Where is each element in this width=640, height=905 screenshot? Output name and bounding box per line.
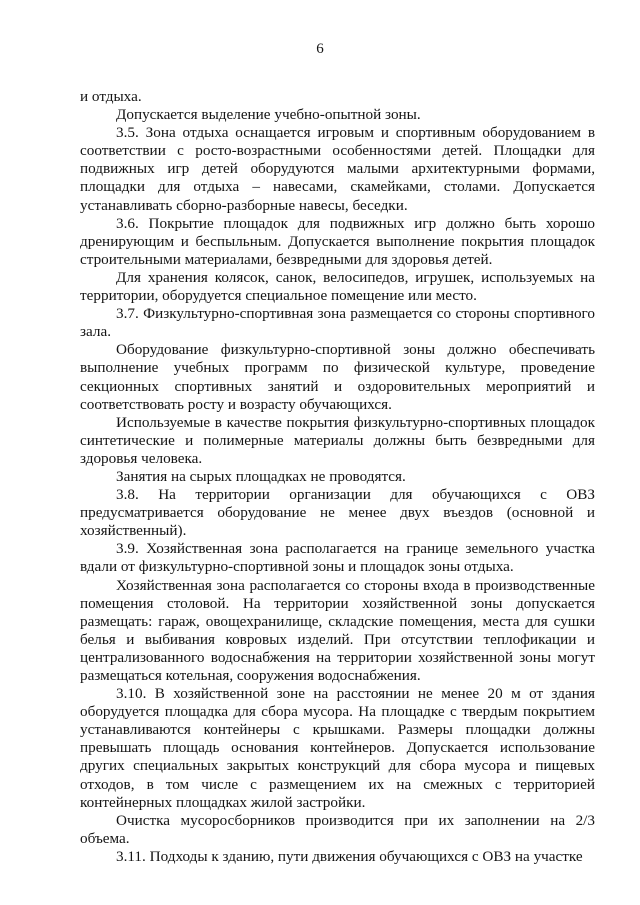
paragraph-3-6: 3.6. Покрытие площадок для подвижных игр должно быть хорошо дренирующим и беспыльным. Допускается выполнение покрытия площадок строительными материалами, безвредными для здоровья детей. bbox=[80, 214, 595, 268]
paragraph-3-10: 3.10. В хозяйственной зоне на расстоянии не менее 20 м от здания оборудуется площадка для сбора мусора. На площадке с твердым покрытием устанавливаются контейнеры с крышками. Размеры площадки должны превышать площадь основания контейнеров. Допускается использование других специальных закрытых конструкций для сбора мусора и пищевых отходов, в том числе с размещением их на смежных с территорией контейнерных площадках жилой застройки. bbox=[80, 685, 595, 811]
paragraph-sports-equipment: Оборудование физкультурно-спортивной зоны должно обеспечивать выполнение учебных программ по физической культуре, проведение секционных спортивных занятий и оздоровительных мероприятий и соответствовать росту и возрасту обучающихся. bbox=[80, 341, 595, 413]
paragraph-sports-coverings: Используемые в качестве покрытия физкультурно-спортивных площадок синтетические и полимерные материалы должны быть безвредными для здоровья человека. bbox=[80, 413, 595, 467]
page-number: 6 bbox=[316, 41, 324, 57]
paragraph-bin-cleaning: Очистка мусоросборников производится при их заполнении на 2/3 объема. bbox=[80, 811, 595, 847]
paragraph-service-zone: Хозяйственная зона располагается со стороны входа в производственные помещения столовой. На территории хозяйственной зоны допускается размещать: гараж, овощехранилище, складские помещения, места для сушки белья и выбивания ковровых изделий. При отсутствии теплофикации и централизованного водоснабжения на территории хозяйственной зоны могут размещаться котельная, сооружения водоснабжения. bbox=[80, 576, 595, 684]
paragraph-3-11: 3.11. Подходы к зданию, пути движения обучающихся с ОВЗ на участке bbox=[116, 847, 583, 865]
paragraph-learning-zone: Допускается выделение учебно-опытной зоны. bbox=[116, 106, 421, 124]
paragraph-3-8: 3.8. На территории организации для обучающихся с ОВЗ предусматривается оборудование не менее двух въездов (основной и хозяйственный). bbox=[80, 486, 595, 540]
paragraph-wet-grounds: Занятия на сырых площадках не проводятся. bbox=[116, 467, 406, 485]
paragraph-3-7: 3.7. Физкультурно-спортивная зона размещается со стороны спортивного зала. bbox=[80, 305, 595, 341]
paragraph-3-5: 3.5. Зона отдыха оснащается игровым и спортивным оборудованием в соответствии с росто-возрастными особенностями детей. Площадки для подвижных игр детей оборудуются малыми архитектурными формами, площадки для отдыха – навесами, скамейками, столами. Допускается устанавливать сборно-разборные навесы, беседки. bbox=[80, 124, 595, 214]
paragraph-storage: Для хранения колясок, санок, велосипедов, игрушек, используемых на территории, оборудуется специальное помещение или место. bbox=[80, 268, 595, 305]
paragraph-3-9: 3.9. Хозяйственная зона располагается на границе земельного участка вдали от физкультурно-спортивной зоны и площадок зоны отдыха. bbox=[80, 540, 595, 576]
paragraph-continuation: и отдыха. bbox=[80, 88, 142, 105]
document-body bbox=[80, 88, 595, 866]
